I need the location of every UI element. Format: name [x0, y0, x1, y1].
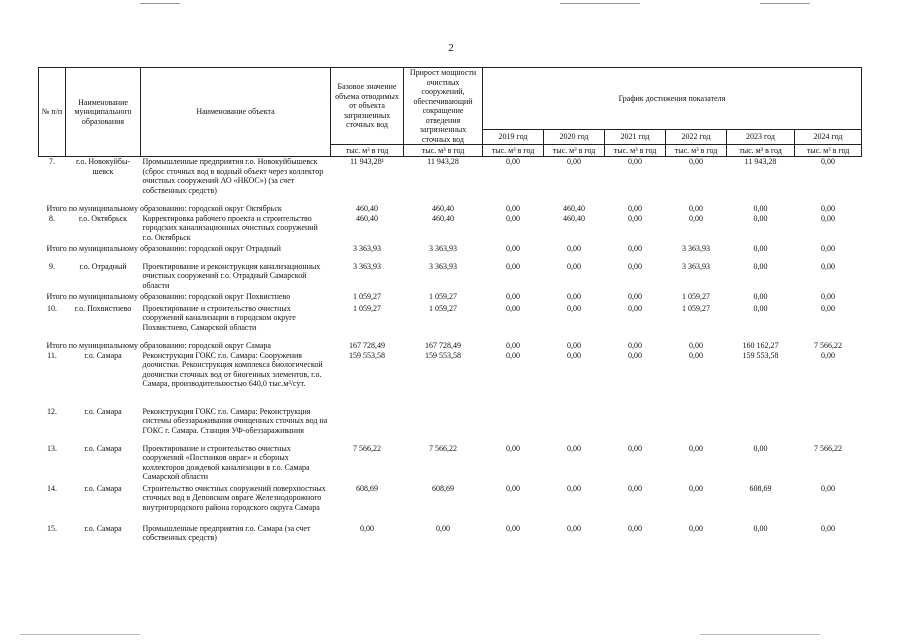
object-cell: Корректировка рабочего проекта и строительство городских канализационных очистных сооружений г.о. Октябрьск: [142, 213, 318, 242]
year-value-cell: 0,00: [753, 443, 768, 453]
year-value-cell: 0,00: [753, 291, 768, 301]
base-value-cell: 1 059,27: [353, 303, 381, 313]
growth-cell: 1 059,27: [429, 291, 457, 301]
growth-cell: 460,40: [432, 203, 454, 213]
growth-cell: 3 363,93: [429, 243, 457, 253]
year-value-cell: 0,00: [506, 523, 520, 533]
year-value-cell: [727, 407, 795, 444]
year-value-cell: 0,00: [628, 261, 642, 271]
year-value-cell: 0,00: [821, 483, 835, 493]
header-unit: тыс. м³ в год: [404, 145, 483, 157]
year-value-cell: 1 059,27: [682, 303, 710, 313]
header-year: 2020 год: [544, 130, 605, 145]
year-value-cell: 0,00: [628, 157, 642, 166]
header-unit: тыс. м³ в год: [666, 145, 727, 157]
table-body: [39, 157, 862, 546]
year-value-cell: 0,00: [753, 261, 768, 271]
year-value-cell: 0,00: [506, 261, 520, 271]
year-value-cell: 0,00: [628, 443, 642, 453]
table-row: [39, 484, 862, 524]
header-object: Наименование объекта: [141, 68, 331, 157]
total-row: [39, 244, 862, 262]
year-value-cell: 0,00: [753, 203, 768, 213]
municipality-cell: г.о. Октябрьск: [78, 213, 128, 223]
year-value-cell: 0,00: [567, 261, 581, 271]
growth-cell: 11 943,28: [427, 157, 459, 166]
year-value-cell: 0,00: [628, 203, 642, 213]
municipality-cell: г.о. Новокуйбы-шевск: [75, 157, 131, 176]
year-value-cell: 0,00: [753, 243, 768, 253]
row-number: 15.: [47, 523, 57, 533]
year-value-cell: 0,00: [506, 340, 520, 350]
row-number: 10.: [47, 303, 57, 313]
row-number: 11.: [47, 350, 57, 360]
year-value-cell: 0,00: [567, 523, 581, 533]
year-value-cell: 460,40: [563, 203, 585, 213]
year-value-cell: 0,00: [506, 203, 520, 213]
municipality-cell: г.о. Самара: [84, 406, 122, 416]
year-value-cell: 1 059,27: [682, 291, 710, 301]
year-value-cell: 0,00: [567, 443, 581, 453]
scan-artifact-line: [700, 634, 820, 635]
year-value-cell: 0,00: [821, 523, 835, 533]
row-number: 12.: [47, 406, 57, 416]
year-value-cell: 0,00: [821, 303, 835, 313]
year-value-cell: [483, 407, 544, 444]
municipality-cell: г.о. Похвистнево: [74, 303, 132, 313]
scan-artifact-line: [20, 634, 140, 635]
base-value-cell: 460,40: [356, 203, 378, 213]
growth-cell: 0,00: [436, 523, 450, 533]
growth-cell: 167 728,49: [425, 340, 461, 350]
object-cell: Реконструкция ГОКС г.о. Самара: Сооружения доочистки. Реконструкция комплекса биологической доочистки сточных вод от биогенных элементов, г.о. Самара, производительностью 640,0 тыс.м³/сут.: [142, 350, 323, 388]
year-value-cell: 0,00: [567, 350, 581, 360]
header-year: 2019 год: [483, 130, 544, 145]
header-growth: Прирост мощности очистных сооружений, обеспечивающий сокращение отведения загрязненных сточных вод: [404, 68, 483, 145]
base-value-cell: 3 363,93: [353, 261, 381, 271]
growth-cell: 1 059,27: [429, 303, 457, 313]
table-row: [39, 262, 862, 292]
year-value-cell: [795, 407, 862, 444]
year-value-cell: 0,00: [506, 213, 520, 223]
year-value-cell: 0,00: [821, 213, 835, 223]
year-value-cell: 0,00: [567, 340, 581, 350]
year-value-cell: 0,00: [506, 291, 520, 301]
scan-artifact-line: [140, 3, 180, 4]
year-value-cell: 0,00: [567, 157, 581, 166]
table-header: [39, 68, 862, 157]
year-value-cell: 0,00: [506, 157, 520, 166]
base-value-cell: 11 943,28¹: [349, 157, 385, 166]
growth-cell: [404, 407, 483, 444]
base-value-cell: [331, 407, 404, 444]
header-base-value: Базовое значение объема отводимых от объекта загрязненных сточных вод: [331, 68, 404, 145]
year-value-cell: 0,00: [567, 291, 581, 301]
municipality-cell: г.о. Самара: [84, 350, 122, 360]
header-municipality: Наименование муниципального образования: [66, 68, 141, 157]
year-value-cell: 11 943,28: [744, 157, 777, 166]
table-row: [39, 351, 862, 407]
row-number: 9.: [49, 261, 55, 271]
year-value-cell: 0,00: [689, 203, 703, 213]
year-value-cell: 0,00: [821, 203, 835, 213]
header-year: 2023 год: [727, 130, 795, 145]
year-value-cell: 0,00: [628, 213, 642, 223]
total-row: [39, 292, 862, 304]
municipality-cell: г.о. Отрадный: [79, 261, 127, 271]
growth-cell: 3 363,93: [429, 261, 457, 271]
year-value-cell: 159 553,58: [742, 350, 779, 360]
base-value-cell: 7 566,22: [353, 443, 381, 453]
year-value-cell: 0,00: [506, 443, 520, 453]
page-number: 2: [448, 42, 454, 54]
year-value-cell: 3 363,93: [682, 261, 710, 271]
year-value-cell: 0,00: [628, 350, 642, 360]
year-value-cell: [605, 407, 666, 444]
total-label: Итого по муниципальному образованию: городской округ Отрадный: [46, 243, 281, 253]
object-cell: Проектирование и строительство очистных сооружений «Постников овраг» и сборных коллекторов дождевой канализации в г.о. Самара Самарской области: [142, 443, 310, 481]
object-cell: Проектирование и строительство очистных сооружений канализации в городском округе Похвистнево, Самарской области: [142, 303, 296, 332]
row-number: 13.: [47, 443, 57, 453]
header-unit: тыс. м³ в год: [605, 145, 666, 157]
object-cell: Строительство очистных сооружений поверхностных сточных вод в Деповском овраге Железнодорожного внутригородского района городского округа Самара: [142, 483, 326, 512]
growth-cell: 460,40: [432, 213, 454, 223]
base-value-cell: 3 363,93: [353, 243, 381, 253]
year-value-cell: [666, 407, 727, 444]
year-value-cell: 0,00: [689, 340, 703, 350]
table-row: [39, 407, 862, 444]
growth-cell: 608,69: [432, 483, 454, 493]
total-label: Итого по муниципальному образованию: городской округ Самара: [46, 340, 271, 350]
table-row: [39, 157, 862, 204]
base-value-cell: 159 553,58: [349, 350, 385, 360]
object-cell: Проектирование и реконструкция канализационных очистных сооружений г.о. Отрадный Самарской области: [142, 261, 321, 290]
year-value-cell: 0,00: [628, 523, 642, 533]
year-value-cell: 0,00: [628, 291, 642, 301]
base-value-cell: 0,00: [360, 523, 374, 533]
table-row: [39, 214, 862, 244]
year-value-cell: 0,00: [689, 157, 703, 166]
year-value-cell: [544, 407, 605, 444]
year-value-cell: 0,00: [628, 340, 642, 350]
header-schedule: График достижения показателя: [483, 68, 862, 130]
year-value-cell: 0,00: [821, 291, 835, 301]
municipality-cell: г.о. Самара: [84, 523, 122, 533]
year-value-cell: 0,00: [753, 523, 768, 533]
scan-artifact-line: [560, 3, 640, 4]
scan-artifact-line: [760, 3, 810, 4]
total-row: [39, 204, 862, 214]
growth-cell: 159 553,58: [425, 350, 461, 360]
row-number: 14.: [47, 483, 57, 493]
year-value-cell: 0,00: [628, 243, 642, 253]
header-unit: тыс. м³ в год: [544, 145, 605, 157]
municipality-cell: г.о. Самара: [84, 443, 122, 453]
year-value-cell: 3 363,93: [682, 243, 710, 253]
total-row: [39, 341, 862, 351]
year-value-cell: 0,00: [689, 483, 703, 493]
header-year: 2021 год: [605, 130, 666, 145]
year-value-cell: 0,00: [567, 243, 581, 253]
year-value-cell: 0,00: [567, 303, 581, 313]
year-value-cell: 0,00: [628, 483, 642, 493]
header-unit: тыс. м³ в год: [331, 145, 404, 157]
header-num: № п/п: [39, 68, 66, 157]
table-row: [39, 444, 862, 484]
year-value-cell: 0,00: [567, 483, 581, 493]
year-value-cell: 0,00: [506, 350, 520, 360]
row-number: 7.: [49, 157, 55, 166]
year-value-cell: 0,00: [506, 243, 520, 253]
year-value-cell: 0,00: [753, 303, 768, 313]
header-unit: тыс. м³ в год: [795, 145, 862, 157]
year-value-cell: 7 566,22: [814, 443, 842, 453]
row-number: 8.: [49, 213, 55, 223]
base-value-cell: 167 728,49: [349, 340, 385, 350]
year-value-cell: 0,00: [689, 523, 703, 533]
base-value-cell: 1 059,27: [353, 291, 381, 301]
year-value-cell: 0,00: [821, 243, 835, 253]
object-cell: Промышленные предприятия г.о. Новокуйбышевск (сброс сточных вод в водный объект через коллектор очистных сооружений АО «НКОС») (за счет собственных средств): [142, 157, 324, 195]
year-value-cell: 0,00: [689, 443, 703, 453]
year-value-cell: 0,00: [689, 350, 703, 360]
year-value-cell: 460,40: [563, 213, 585, 223]
total-label: Итого по муниципальному образованию: городской округ Октябрьск: [46, 203, 282, 213]
year-value-cell: 7 566,22: [814, 340, 842, 350]
object-cell: Промышленные предприятия г.о. Самара (за счет собственных средств): [142, 523, 311, 542]
year-value-cell: 160 162,27: [742, 340, 779, 350]
object-cell: Реконструкция ГОКС г.о. Самара: Реконструкция системы обеззараживания очищенных сточных вод на ГОКС г. Самара. Станция УФ-обеззараживания: [142, 406, 328, 435]
year-value-cell: 0,00: [628, 303, 642, 313]
table-row: [39, 304, 862, 341]
header-unit: тыс. м³ в год: [727, 145, 795, 157]
year-value-cell: 0,00: [753, 213, 768, 223]
year-value-cell: 0,00: [821, 157, 835, 166]
base-value-cell: 460,40: [356, 213, 378, 223]
header-year: 2024 год: [795, 130, 862, 145]
header-unit: тыс. м³ в год: [483, 145, 544, 157]
year-value-cell: 0,00: [821, 350, 835, 360]
total-label: Итого по муниципальному образованию: городской округ Похвистнево: [46, 291, 291, 301]
year-value-cell: 0,00: [506, 303, 520, 313]
base-value-cell: 608,69: [356, 483, 378, 493]
year-value-cell: 0,00: [821, 261, 835, 271]
municipality-cell: г.о. Самара: [84, 483, 122, 493]
header-year: 2022 год: [666, 130, 727, 145]
table-row: [39, 524, 862, 546]
indicator-table: [38, 67, 862, 546]
year-value-cell: 0,00: [689, 213, 703, 223]
year-value-cell: 608,69: [749, 483, 772, 493]
growth-cell: 7 566,22: [429, 443, 457, 453]
year-value-cell: 0,00: [506, 483, 520, 493]
